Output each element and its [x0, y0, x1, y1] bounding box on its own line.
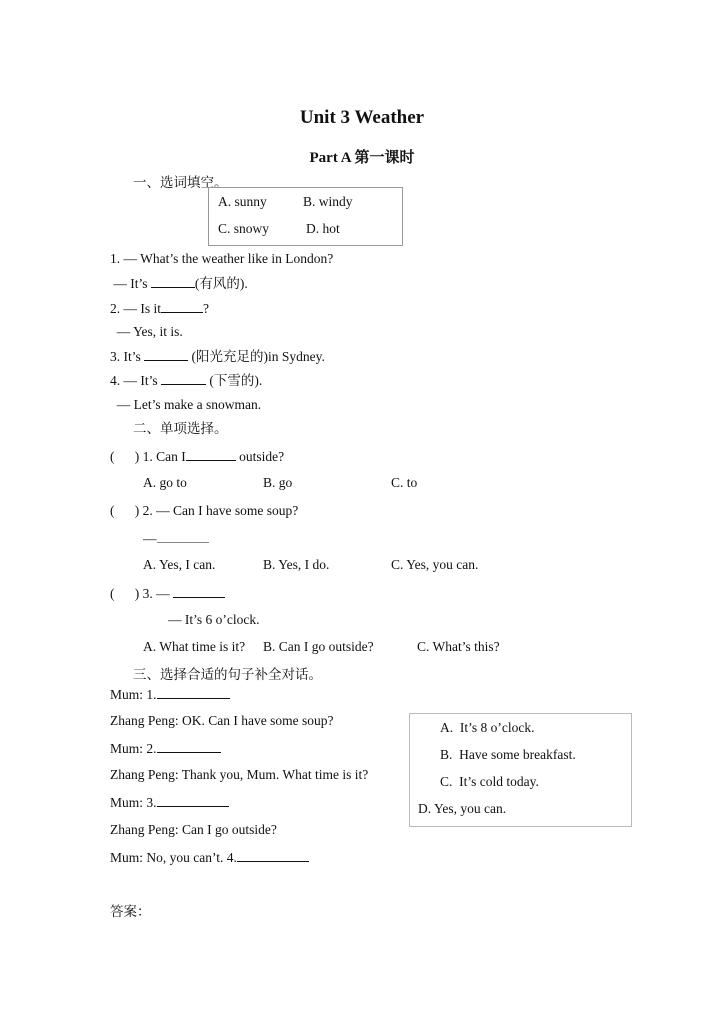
s2-q2: ( ) 2. — Can I have some soup? — [110, 503, 299, 518]
answer-label: 答案： — [110, 904, 151, 919]
option-c: C. snowy — [218, 221, 270, 236]
s1-q1-answer-line: — It’s (有风的). — [110, 276, 248, 291]
page-title: Unit 3 Weather — [299, 107, 425, 128]
blank-line[interactable] — [173, 585, 225, 598]
dialog-line-3: Mum: 2. — [110, 740, 221, 757]
blank-line[interactable] — [161, 300, 203, 313]
s2-q3-reply: — It’s 6 o’clock. — [168, 612, 260, 627]
blank-line[interactable] — [157, 530, 209, 543]
section2-heading: 二、单项选择。 — [133, 421, 228, 436]
s1-q3: 3. It’s (阳光充足的)in Sydney. — [110, 349, 325, 364]
s1-q2-answer: — Yes, it is. — [110, 324, 183, 339]
s2-q3-option-c: C. What’s this? — [417, 639, 500, 654]
s2-q1-option-c: C. to — [391, 475, 418, 490]
s3-option-c: C. It’s cold today. — [440, 774, 539, 789]
blank-line[interactable] — [157, 794, 229, 807]
blank-line[interactable] — [161, 372, 206, 385]
s2-q3: ( ) 3. — — [110, 585, 225, 602]
dialog-line-1: Mum: 1. — [110, 686, 230, 703]
dialog-line-2: Zhang Peng: OK. Can I have some soup? — [110, 713, 334, 728]
blank-line[interactable] — [157, 686, 230, 699]
blank-line[interactable] — [186, 448, 236, 461]
option-b: B. windy — [303, 194, 353, 209]
s2-q1-option-a: A. go to — [143, 475, 187, 490]
s1-q4: 4. — It’s (下雪的). — [110, 373, 263, 388]
dialog-line-6: Zhang Peng: Can I go outside? — [110, 822, 277, 837]
s3-option-a: A. It’s 8 o’clock. — [440, 720, 535, 735]
s2-q1-option-b: B. go — [263, 475, 293, 490]
s2-q2-option-b: B. Yes, I do. — [263, 557, 330, 572]
s1-q2-question: 2. — Is it ? — [110, 301, 210, 316]
s1-q1-question: 1. — What’s the weather like in London? — [110, 251, 334, 266]
page-subtitle: Part A 第一课时 — [309, 150, 415, 166]
s2-q2-blank: — — [143, 530, 209, 547]
s1-q4-reply: — Let’s make a snowman. — [110, 397, 262, 412]
option-d: D. hot — [306, 221, 340, 236]
blank-line[interactable] — [151, 275, 195, 288]
s2-q3-option-a: A. What time is it? — [143, 639, 246, 654]
section3-heading: 三、选择合适的句子补全对话。 — [133, 667, 322, 682]
s2-q1: ( ) 1. Can I outside? — [110, 449, 285, 464]
option-a: A. sunny — [218, 194, 267, 209]
blank-line[interactable] — [157, 740, 221, 753]
dialog-line-4: Zhang Peng: Thank you, Mum. What time is it? — [110, 767, 369, 782]
dialog-line-7: Mum: No, you can’t. 4. — [110, 849, 309, 866]
s2-q3-option-b: B. Can I go outside? — [263, 639, 374, 654]
blank-line[interactable] — [144, 348, 188, 361]
dialog-line-5: Mum: 3. — [110, 794, 229, 811]
s3-option-b: B. Have some breakfast. — [440, 747, 576, 762]
s3-option-d: D. Yes, you can. — [418, 801, 507, 816]
s2-q2-option-c: C. Yes, you can. — [391, 557, 479, 572]
blank-line[interactable] — [237, 849, 309, 862]
s2-q2-option-a: A. Yes, I can. — [143, 557, 216, 572]
section1-heading: 一、选词填空。 — [133, 175, 228, 190]
